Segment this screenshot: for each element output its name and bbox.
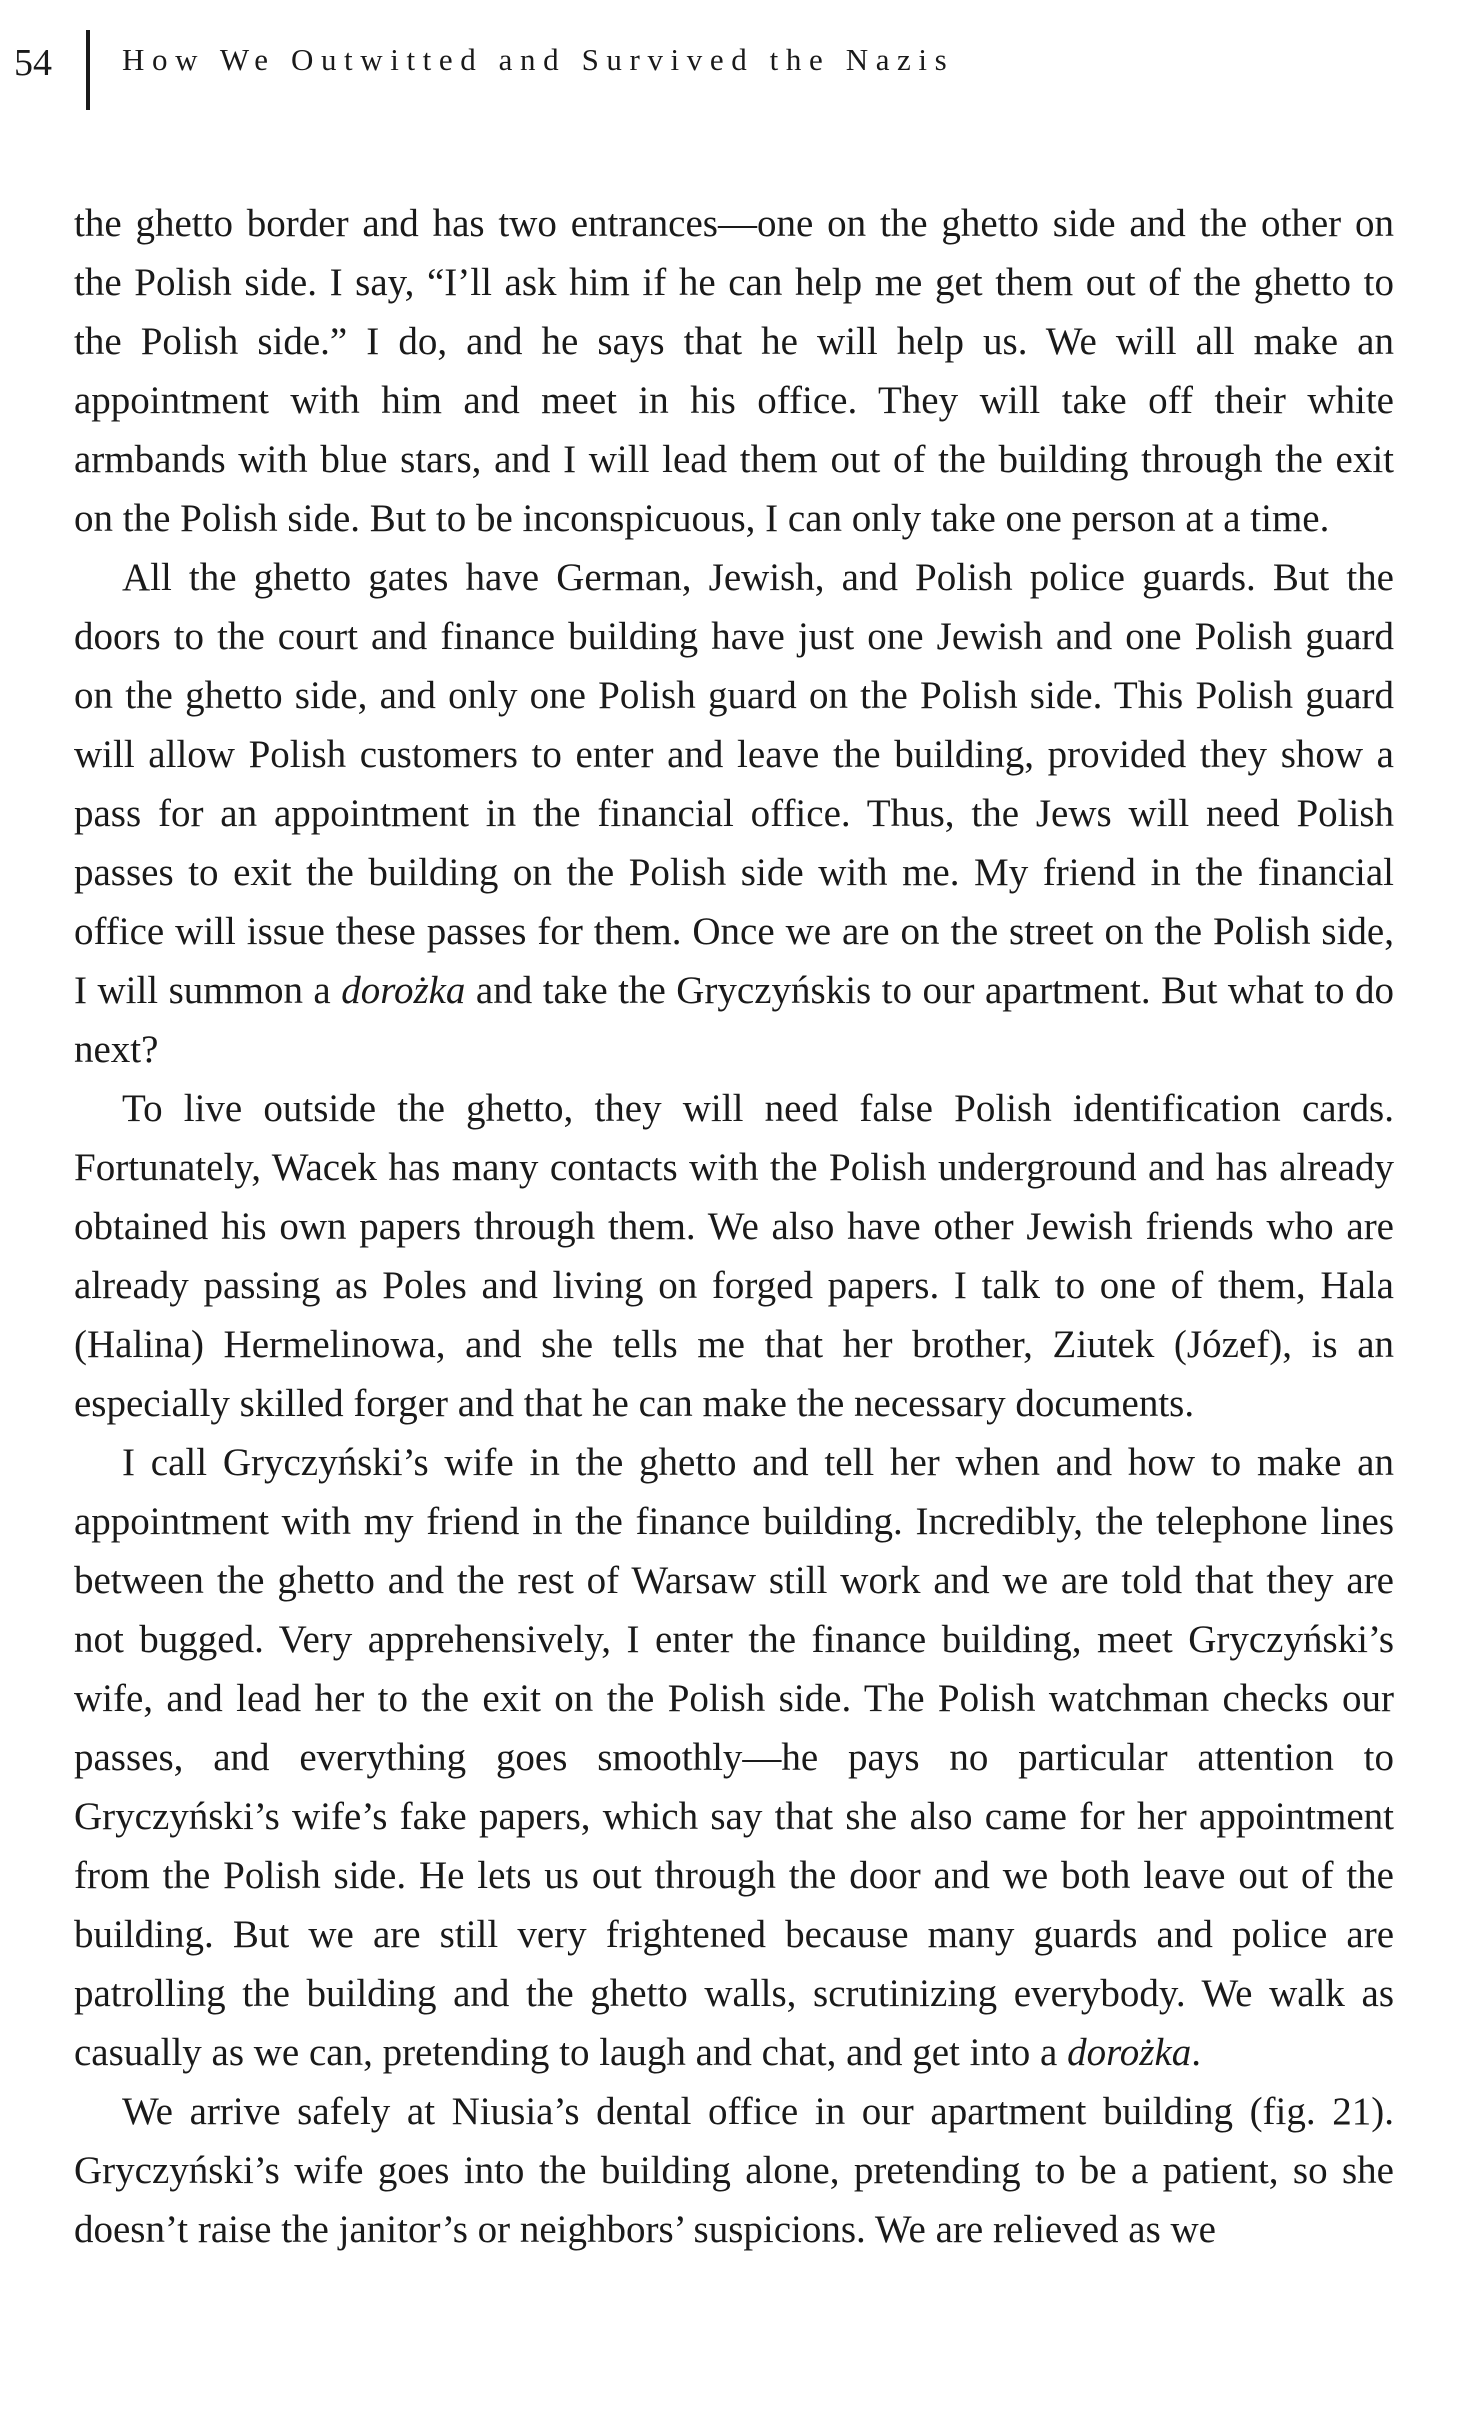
paragraph-2 — [74, 548, 1394, 1079]
paragraph-3 — [74, 1079, 1394, 1433]
paragraph-4 — [74, 1433, 1394, 2082]
paragraph-text-continued: . — [1191, 2031, 1202, 2074]
paragraph-text-continued: and take the Gryczyńskis to our apartment. But what to do next? — [74, 969, 1395, 1071]
running-title: How We Outwitted and Survived the Nazis — [122, 42, 955, 77]
body-text — [74, 194, 1394, 2259]
paragraph-text: We arrive safely at Niusia’s dental office in our apartment building (fig. 21). Gryczyński’s wife goes into the building alone, pretending to be a patient, so she doesn’t raise the janitor’s or neighbors’ suspicions. We are relieved as we — [74, 2090, 1394, 2251]
page-number: 54 — [14, 42, 52, 84]
italic-term: dorożka — [1067, 2031, 1192, 2074]
running-head — [14, 30, 954, 112]
header-divider — [86, 30, 90, 110]
paragraph-text: To live outside the ghetto, they will need false Polish identification cards. Fortunately, Wacek has many contacts with the Polish underground and has already obtained his own papers through them. We also have other Jewish friends who are already passing as Poles and living on forged papers. I talk to one of them, Hala (Halina) Hermelinowa, and she tells me that her brother, Ziutek (Józef), is an especially skilled forger and that he can make the necessary documents. — [74, 1087, 1394, 1425]
paragraph-text: the ghetto border and has two entrances—one on the ghetto side and the other on the Polish side. I say, “I’ll ask him if he can help me get them out of the ghetto to the Polish side.” I do, and he says that he will help us. We will all make an appointment with him and meet in his office. They will take off their white armbands with blue stars, and I will lead them out of the building through the exit on the Polish side. But to be inconspicuous, I can only take one person at a time. — [74, 202, 1394, 540]
paragraph-text: I call Gryczyński’s wife in the ghetto and tell her when and how to make an appointment with my friend in the finance building. Incredibly, the telephone lines between the ghetto and the rest of Warsaw still work and we are told that they are not bugged. Very apprehensively, I enter the finance building, meet Gryczyński’s wife, and lead her to the exit on the Polish side. The Polish watchman checks our passes, and everything goes smoothly—he pays no particular attention to Gryczyński’s wife’s fake papers, which say that she also came for her appointment from the Polish side. He lets us out through the door and we both leave out of the building. But we are still very frightened because many guards and police are patrolling the building and the ghetto walls, scrutinizing everybody. We walk as casually as we can, pretending to laugh and chat, and get into a — [74, 1441, 1394, 2074]
paragraph-5 — [74, 2082, 1394, 2259]
italic-term: dorożka — [341, 969, 466, 1012]
paragraph-1 — [74, 194, 1394, 548]
paragraph-text: All the ghetto gates have German, Jewish, and Polish police guards. But the doors to the court and finance building have just one Jewish and one Polish guard on the ghetto side, and only one Polish guard on the Polish side. This Polish guard will allow Polish customers to enter and leave the building, provided they show a pass for an appointment in the financial office. Thus, the Jews will need Polish passes to exit the building on the Polish side with me. My friend in the financial office will issue these passes for them. Once we are on the street on the Polish side, I will summon a — [74, 556, 1394, 1012]
